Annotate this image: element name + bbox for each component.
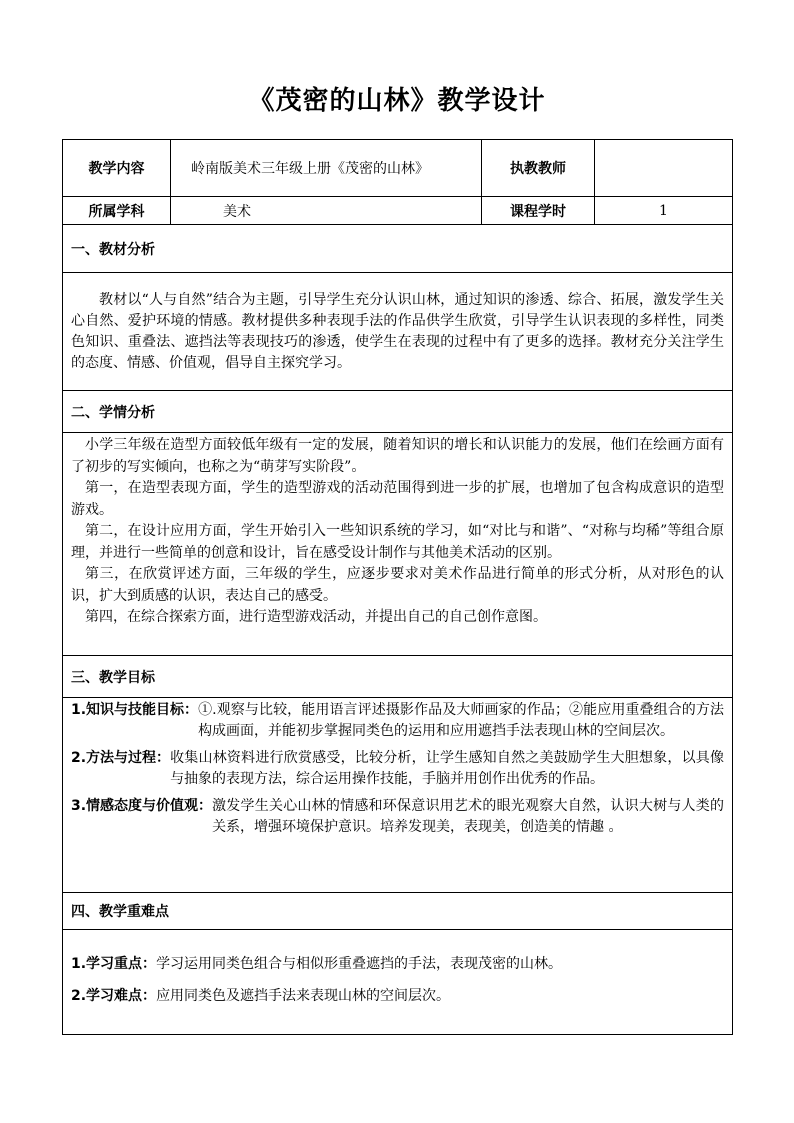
section3-body-row (63, 698, 733, 893)
goal-item (71, 748, 724, 790)
section2-body-row (63, 433, 733, 656)
hours-label: 课程学时 (482, 197, 595, 225)
section1-heading-row (63, 225, 733, 273)
section3-heading-row (63, 656, 733, 698)
section4-heading-row (63, 893, 733, 930)
info-row-subject (63, 197, 733, 225)
goal-item (71, 796, 724, 838)
teacher-label: 执教教师 (482, 140, 595, 197)
difficulty-item (71, 954, 724, 974)
goal-text: 收集山林资料进行欣赏感受，比较分析，让学生感知自然之美鼓励学生大胆想象，以具像与抽象的表现方法，综合运用操作技能，手脑并用创作出优秀的作品。 (170, 750, 724, 787)
goal-item (71, 700, 724, 742)
section4-body-row (63, 930, 733, 1035)
content-label: 教学内容 (63, 140, 171, 197)
subject-label: 所属学科 (63, 197, 171, 225)
hours-value: 1 (595, 197, 733, 225)
section2-heading-row (63, 391, 733, 433)
section2-paragraph: 第二，在设计应用方面，学生开始引入一些知识系统的学习，如“对比与和谐”、“对称与均稀”等组合原理，并进行一些简单的创意和设计，旨在感受设计制作与其他美术活动的区别。 (71, 523, 724, 561)
teacher-value (595, 140, 733, 197)
section2-paragraph: 小学三年级在造型方面较低年级有一定的发展，随着知识的增长和认识能力的发展，他们在绘画方面有了初步的写实倾向，也称之为“萌芽写实阶段”。 (71, 437, 724, 475)
section2-paragraph: 第一，在造型表现方面，学生的造型游戏的活动范围得到进一步的扩展，也增加了包含构成意识的造型游戏。 (71, 480, 724, 518)
section1-text: 教材以“人与自然”结合为主题，引导学生充分认识山林，通过知识的渗透、综合、拓展，激发学生关心自然、爱护环境的情感。教材提供多种表现手法的作品供学生欣赏，引导学生认识表现的多样性，同类色知识、重叠法、遮挡法等表现技巧的渗透，使学生在表现的过程中有了更多的选择。教材充分关注学生的态度、情感、价值观，倡导自主探究学习。 (71, 291, 724, 371)
page-title: 《茂密的山林》教学设计 (248, 86, 546, 116)
goal-label: 2.方法与过程： (71, 750, 171, 766)
section2-paragraph: 第三，在欣赏评述方面，三年级的学生，应逐步要求对美术作品进行简单的形式分析，从对形色的认识，扩大到质感的认识，表达自己的感受。 (71, 566, 724, 604)
section2-paragraph: 第四，在综合探索方面，进行造型游戏活动，并提出自己的自己创作意图。 (85, 609, 547, 625)
difficulty-text: 应用同类色及遮挡手法来表现山林的空间层次。 (156, 988, 451, 1004)
subject-value: 美术 (171, 197, 482, 225)
goal-text: ①.观察与比较，能用语言评述摄影作品及大师画家的作品；②能应用重叠组合的方法构成画面，并能初步掌握同类色的运用和应用遮挡手法表现山林的空间层次。 (198, 702, 724, 739)
difficulty-item (71, 986, 724, 1006)
difficulty-label: 2.学习难点： (71, 988, 157, 1004)
difficulty-text: 学习运用同类色组合与相似形重叠遮挡的手法，表现茂密的山林。 (156, 956, 563, 972)
goal-label: 1.知识与技能目标： (71, 702, 199, 718)
section3-heading: 三、教学目标 (63, 656, 733, 698)
goal-label: 3.情感态度与价值观： (71, 798, 213, 814)
section1-heading: 一、教材分析 (63, 225, 733, 273)
section1-body-row (63, 273, 733, 391)
difficulty-label: 1.学习重点： (71, 956, 157, 972)
section4-heading: 四、教学重难点 (63, 893, 733, 930)
info-row-content (63, 140, 733, 197)
section2-heading: 二、学情分析 (63, 391, 733, 433)
content-value: 岭南版美术三年级上册《茂密的山林》 (171, 140, 482, 197)
goal-text: 激发学生关心山林的情感和环保意识用艺术的眼光观察大自然，认识大树与人类的关系，增强环境保护意识。培养发现美，表现美，创造美的情趣 。 (212, 798, 724, 835)
lesson-plan-table (62, 139, 733, 1035)
